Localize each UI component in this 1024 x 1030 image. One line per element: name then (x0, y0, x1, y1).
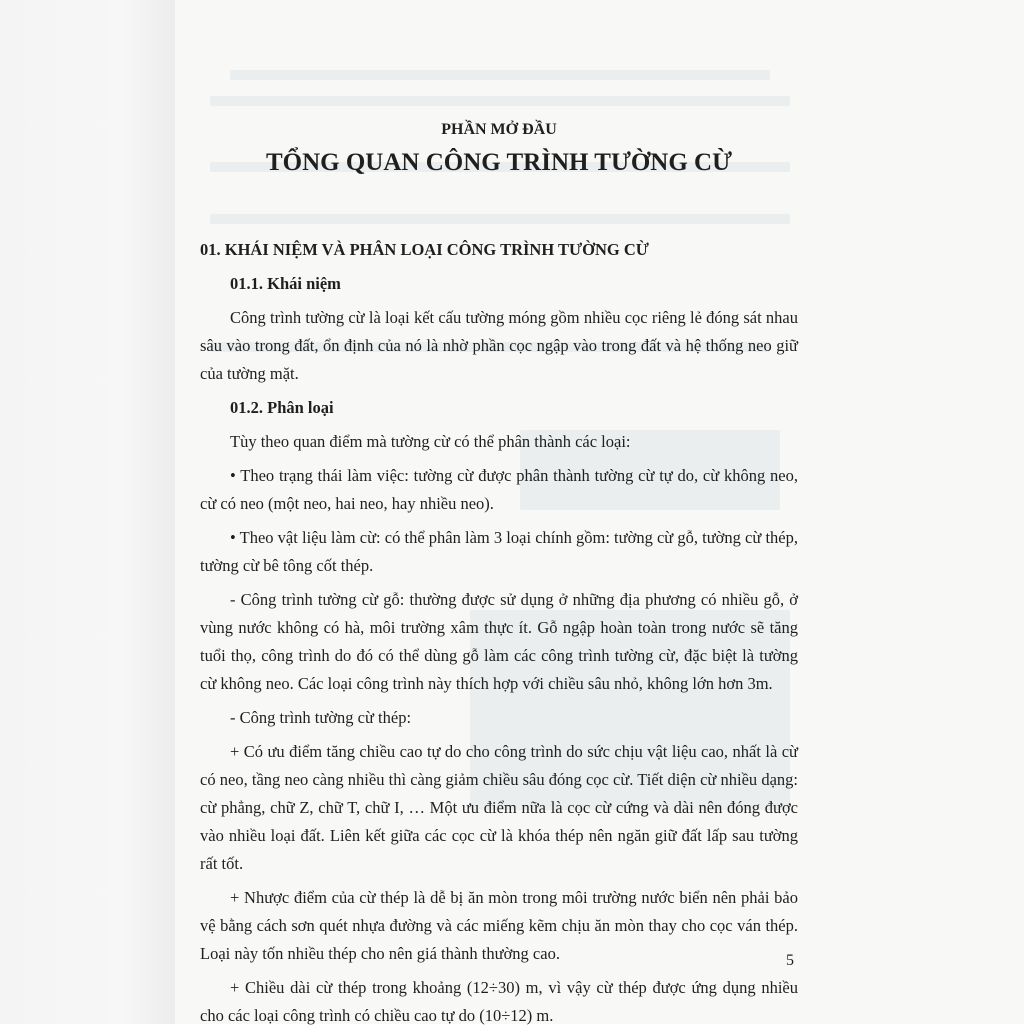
paragraph: + Chiều dài cừ thép trong khoảng (12÷30) m, vì vậy cừ thép được ứng dụng nhiều cho các loại công trình có chiều cao tự do (10÷12) m. (200, 978, 798, 1025)
main-title: TỔNG QUAN CÔNG TRÌNH TƯỜNG CỪ (265, 149, 732, 176)
show-through-mark (210, 96, 790, 106)
paragraph: • Theo vật liệu làm cừ: có thể phân làm 3 loại chính gồm: tường cừ gỗ, tường cừ thép, tường cừ bê tông cốt thép. (200, 528, 798, 575)
subsection-heading: 01.1. Khái niệm (230, 274, 341, 293)
paragraph: + Nhược điểm của cừ thép là dễ bị ăn mòn trong môi trường nước biển nên phải bảo vệ bằng cách sơn quét nhựa đường và các miếng kẽm chịu ăn mòn thay cho cọc ván thép. Loại này tốn nhiều thép cho nên giá thành thường cao. (200, 888, 798, 963)
paragraph: + Có ưu điểm tăng chiều cao tự do cho công trình do sức chịu vật liệu cao, nhất là cừ có neo, tầng neo càng nhiều thì càng giảm chiều sâu đóng cọc cừ. Tiết diện cừ nhiều dạng: cừ phẳng, chữ Z, chữ T, chữ I, … Một ưu điểm nữa là cọc cừ cứng và dài nên đóng được vào nhiều loại đất. Liên kết giữa các cọc cừ là khóa thép nên ngăn giữ đất lấp sau tường rất tốt. (200, 742, 798, 873)
subsection-heading: 01.2. Phân loại (230, 398, 334, 417)
book-spine-margin (0, 0, 175, 1024)
part-title: PHẦN MỞ ĐẦU (441, 121, 557, 138)
paragraph: - Công trình tường cừ gỗ: thường được sử dụng ở những địa phương có nhiều gỗ, ở vùng nước không có hà, môi trường xâm thực ít. Gỗ ngập hoàn toàn trong nước sẽ tăng tuổi thọ, công trình do đó có thể dùng gỗ làm các công trình tường cừ, đặc biệt là tường cừ không neo. Các loại công trình này thích hợp với chiều sâu nhỏ, không lớn hơn 3m. (200, 590, 798, 693)
paragraph: - Công trình tường cừ thép: (230, 708, 412, 727)
show-through-mark (230, 70, 770, 80)
paragraph: • Theo trạng thái làm việc: tường cừ được phân thành tường cừ tự do, cừ không neo, cừ có neo (một neo, hai neo, hay nhiều neo). (200, 466, 798, 513)
page-content (200, 118, 798, 1030)
page-number: 5 (786, 952, 794, 969)
paragraph: Tùy theo quan điểm mà tường cừ có thể phân thành các loại: (230, 432, 631, 451)
paragraph: Công trình tường cừ là loại kết cấu tường móng gồm nhiều cọc riêng lẻ đóng sát nhau sâu vào trong đất, ổn định của nó là nhờ phần cọc ngập vào trong đất và hệ thống neo giữ của tường mặt. (200, 308, 798, 383)
section-heading: 01. KHÁI NIỆM VÀ PHÂN LOẠI CÔNG TRÌNH TƯỜNG CỪ (200, 240, 649, 259)
